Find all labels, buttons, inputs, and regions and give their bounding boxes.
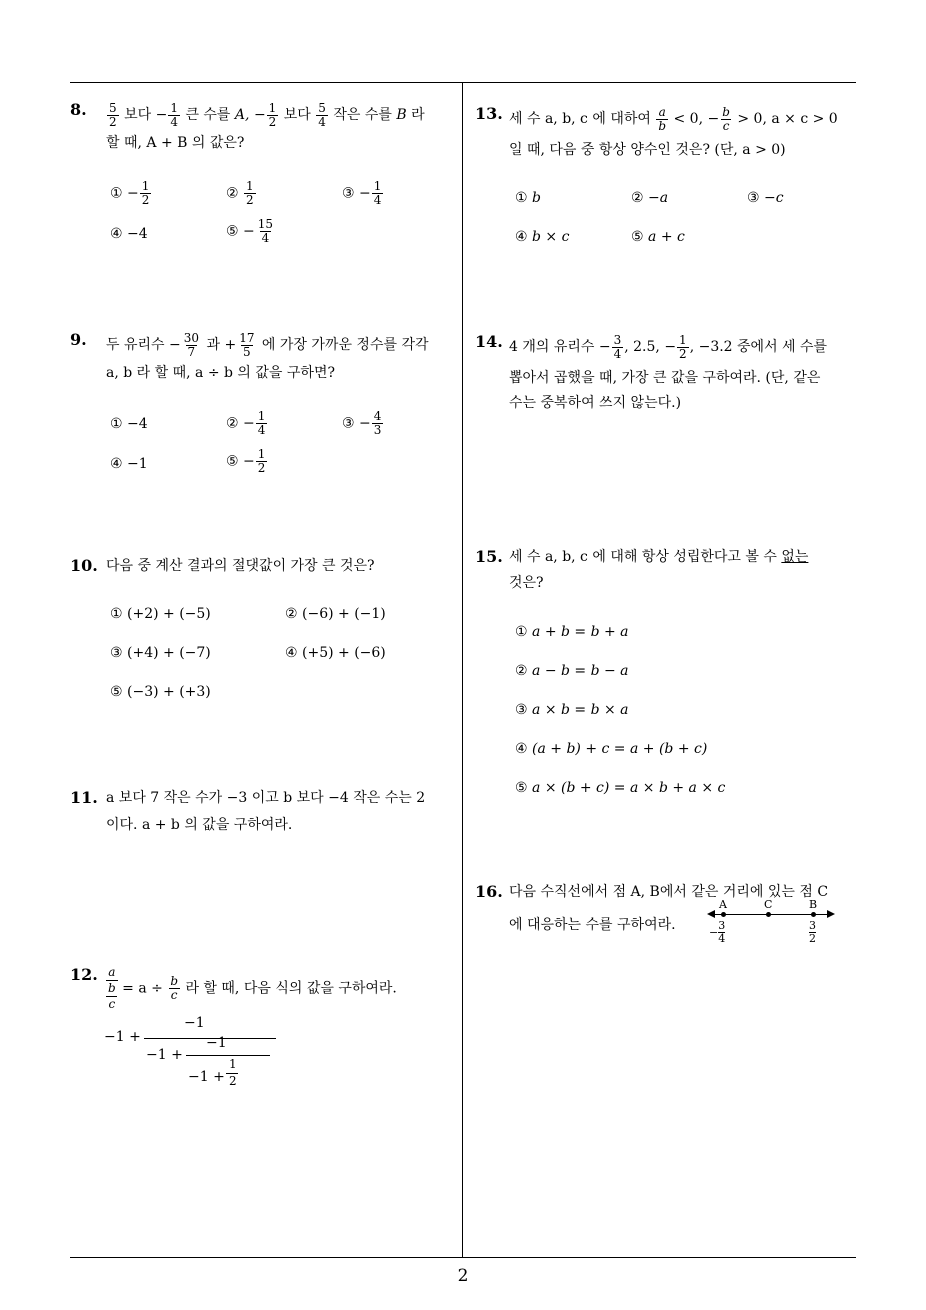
choice-5[interactable]: ⑤ a × (b + c) = a × b + a × c	[515, 780, 726, 796]
choice-3[interactable]: ③ −c	[747, 190, 784, 206]
question-number: 8.	[70, 100, 87, 119]
question-15	[475, 547, 860, 807]
choice-4[interactable]: ④ (+5) + (−6)	[285, 645, 386, 661]
question-number: 11.	[70, 788, 98, 807]
fraction: $\frac{1}{4}$	[170, 100, 178, 129]
fraction: $\frac{1}{2}$	[679, 332, 687, 361]
choice-1[interactable]: ① b	[515, 190, 541, 206]
point-b	[811, 912, 816, 917]
column-divider	[462, 82, 463, 1258]
question-8	[70, 100, 455, 270]
top-rule	[70, 82, 856, 83]
choice-2[interactable]: ② $\frac{1}{2}$	[226, 179, 254, 207]
label-c: C	[764, 898, 773, 911]
question-number: 12.	[70, 965, 98, 984]
question-13	[475, 104, 860, 264]
question-stem-line3: 수는 중복하여 쓰지 않는다.)	[509, 395, 682, 411]
question-stem-line2: 에 대응하는 수를 구하여라.	[509, 917, 676, 933]
continued-fraction: −1 + −1 −1 + −1 −1 + 1 2	[104, 1021, 304, 1101]
question-stem: 다음 수직선에서 점 A, B에서 같은 거리에 있는 점 C	[509, 884, 829, 900]
fraction: $\frac{17}{5}$	[239, 330, 255, 359]
choice-4[interactable]: ④ −4	[110, 226, 148, 242]
fraction: $\frac{b}{c}$	[170, 974, 178, 1002]
choice-3[interactable]: ③ a × b = b × a	[515, 702, 629, 718]
question-stem: a b c = a ÷ $\frac{b}{c}$ 라 할 때, 다음 식의 값을 구하여라.	[108, 965, 397, 1011]
label-a: A	[719, 898, 727, 911]
question-number: 10.	[70, 556, 98, 575]
value-b: 3 2	[809, 919, 816, 945]
question-14	[475, 332, 860, 422]
choice-4[interactable]: ④ (a + b) + c = a + (b + c)	[515, 741, 708, 757]
question-10	[70, 556, 455, 706]
choice-1[interactable]: ① a + b = b + a	[515, 624, 629, 640]
question-stem-line2: 이다. a + b 의 값을 구하여라.	[106, 817, 293, 833]
choice-1[interactable]: ① (+2) + (−5)	[110, 606, 211, 622]
bottom-rule	[70, 1257, 856, 1258]
point-c	[766, 912, 771, 917]
question-stem: 4 개의 유리수 − $\frac{3}{4}$ , 2.5, − $\frac{1}{2}$ , −3.2 중에서 세 수를	[509, 332, 828, 361]
question-number: 16.	[475, 882, 503, 901]
choice-3[interactable]: ③ − $\frac{4}{3}$	[342, 409, 382, 437]
point-a	[721, 912, 726, 917]
choice-2[interactable]: ② −a	[631, 190, 669, 206]
choice-3[interactable]: ③ (+4) + (−7)	[110, 645, 211, 661]
question-stem: 세 수 a, b, c 에 대하여 $\frac{a}{b}$ < 0, − $\frac{b}{c}$ > 0, a × c > 0	[509, 104, 838, 133]
question-stem: $\frac{5}{2}$ 보다 − $\frac{1}{4}$ 큰 수를 A, − $\frac{1}{2}$ 보다 $\frac{5}{4}$ 작은 수를 B 라	[109, 100, 425, 129]
question-16	[475, 882, 860, 962]
fraction: $\frac{5}{2}$	[109, 100, 117, 129]
question-stem: 다음 중 계산 결과의 절댓값이 가장 큰 것은?	[106, 558, 375, 574]
label-b: B	[809, 898, 818, 911]
question-12	[70, 965, 455, 1105]
choice-5[interactable]: ⑤ a + c	[631, 229, 685, 245]
question-9	[70, 330, 455, 490]
question-stem: 두 유리수 − $\frac{30}{7}$ 과 + $\frac{17}{5}$ 에 가장 가까운 정수를 각각	[106, 330, 429, 359]
choice-5[interactable]: ⑤ (−3) + (+3)	[110, 684, 211, 700]
question-number: 14.	[475, 332, 503, 351]
fraction: $\frac{b}{c}$	[722, 104, 730, 133]
question-number: 13.	[475, 104, 503, 123]
choice-2[interactable]: ② − $\frac{1}{4}$	[226, 409, 266, 437]
choice-3[interactable]: ③ − $\frac{1}{4}$	[342, 179, 382, 207]
value-a: − $\frac{3}{4}$	[709, 919, 726, 945]
fraction: $\frac{5}{4}$	[318, 100, 326, 129]
choice-4[interactable]: ④ −1	[110, 456, 148, 472]
choice-5[interactable]: ⑤ − $\frac{15}{4}$	[226, 217, 274, 245]
question-stem-line2: 일 때, 다음 중 항상 양수인 것은? (단, a > 0)	[509, 142, 786, 158]
question-stem-line2: 것은?	[509, 575, 544, 591]
choice-2[interactable]: ② (−6) + (−1)	[285, 606, 386, 622]
arrow-right-icon	[827, 910, 835, 918]
choice-1[interactable]: ① −4	[110, 416, 148, 432]
fraction: $\frac{1}{2}$	[268, 100, 277, 129]
fraction: $\frac{30}{7}$	[183, 330, 200, 359]
page-number: 2	[457, 1266, 469, 1286]
choice-1[interactable]: ① − $\frac{1}{2}$	[110, 179, 150, 207]
question-stem-line2: a, b 라 할 때, a ÷ b 의 값을 구하면?	[106, 365, 335, 381]
choice-2[interactable]: ② a − b = b − a	[515, 663, 629, 679]
question-stem-line2: 뽑아서 곱했을 때, 가장 큰 값을 구하여라. (단, 같은	[509, 370, 821, 386]
question-number: 9.	[70, 330, 87, 349]
fraction: $\frac{a}{b}$	[658, 104, 667, 133]
question-stem: 세 수 a, b, c 에 대해 항상 성립한다고 볼 수 없는	[509, 549, 809, 565]
number-line	[707, 900, 835, 950]
choice-5[interactable]: ⑤ − $\frac{1}{2}$	[226, 447, 266, 475]
question-stem: a 보다 7 작은 수가 −3 이고 b 보다 −4 작은 수는 2	[106, 790, 426, 806]
compound-fraction: a b c	[108, 965, 116, 1011]
choice-4[interactable]: ④ b × c	[515, 229, 570, 245]
question-stem-line2: 할 때, A + B 의 값은?	[106, 135, 245, 151]
question-number: 15.	[475, 547, 503, 566]
fraction: $\frac{3}{4}$	[613, 332, 622, 361]
question-11	[70, 788, 455, 848]
